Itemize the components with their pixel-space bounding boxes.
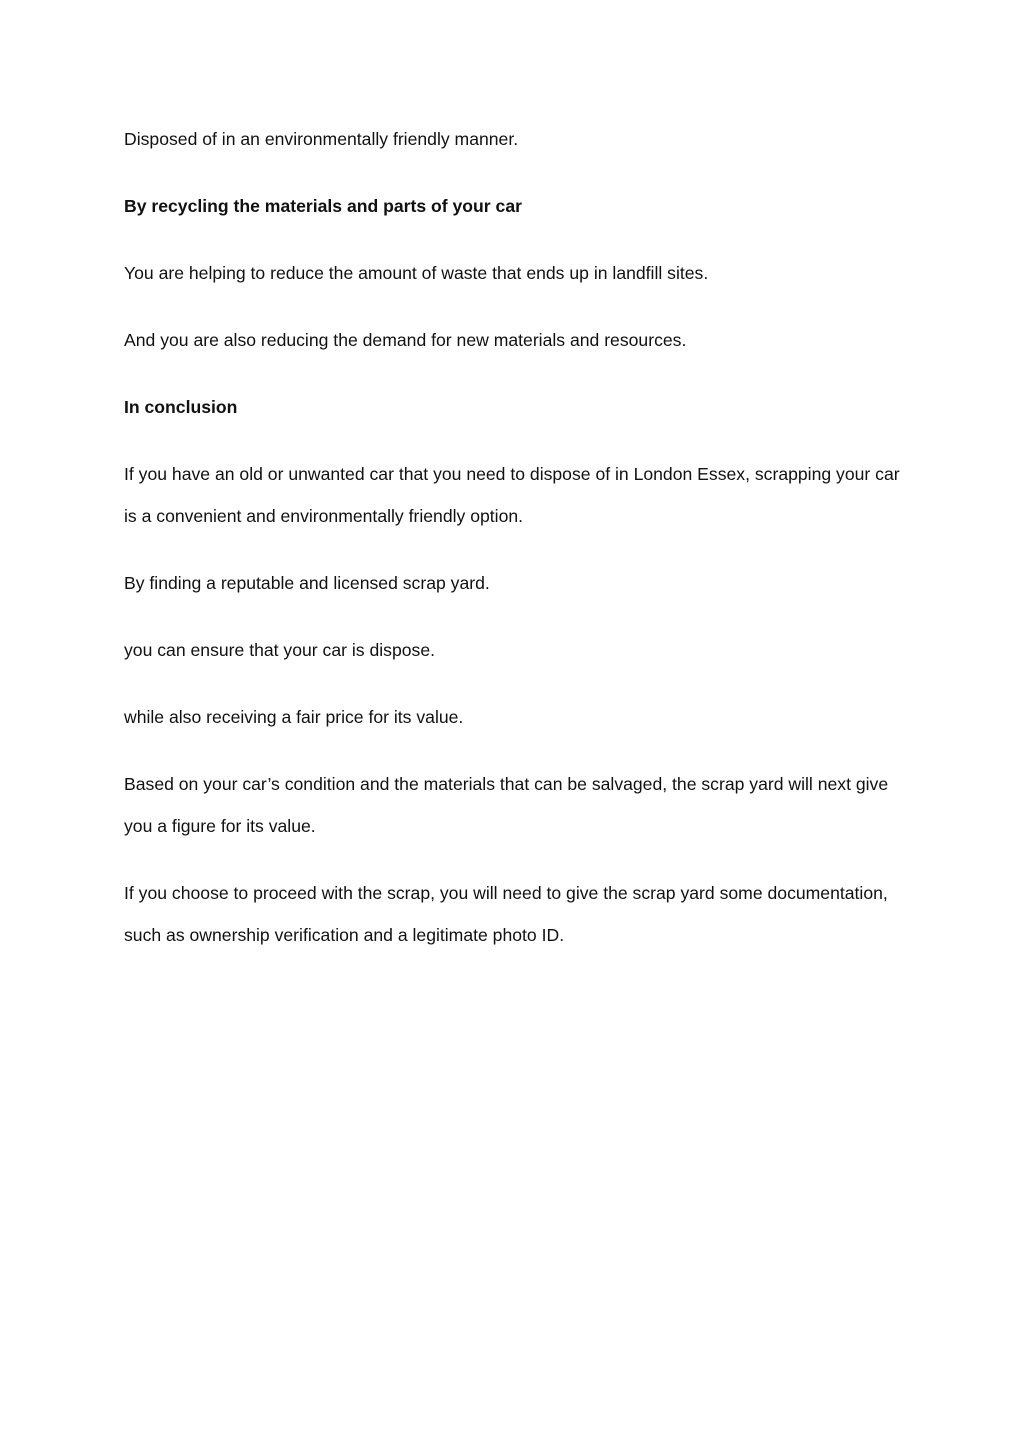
paragraph-valuation: Based on your car’s condition and the materials that can be salvaged, the scrap yard will next give you a figure for its value. xyxy=(124,774,889,836)
paragraph-documentation: If you choose to proceed with the scrap, you will need to give the scrap yard some documentation, such as ownership verification and a legitimate photo ID. xyxy=(124,883,888,945)
paragraph-reduce-waste: You are helping to reduce the amount of waste that ends up in landfill sites. xyxy=(124,263,709,283)
document-body xyxy=(124,118,904,981)
paragraph-licensed-yard: By finding a reputable and licensed scrap yard. xyxy=(124,573,490,593)
paragraph-disposed: Disposed of in an environmentally friendly manner. xyxy=(124,129,519,149)
paragraph-reduce-demand: And you are also reducing the demand for new materials and resources. xyxy=(124,330,687,350)
paragraph-fair-price: while also receiving a fair price for its value. xyxy=(124,707,464,727)
paragraph-ensure-dispose: you can ensure that your car is dispose. xyxy=(124,640,435,660)
heading-recycling: By recycling the materials and parts of your car xyxy=(124,196,522,216)
heading-conclusion: In conclusion xyxy=(124,397,238,417)
paragraph-old-car: If you have an old or unwanted car that you need to dispose of in London Essex, scrapping your car is a convenient and environmentally friendly option. xyxy=(124,464,900,526)
